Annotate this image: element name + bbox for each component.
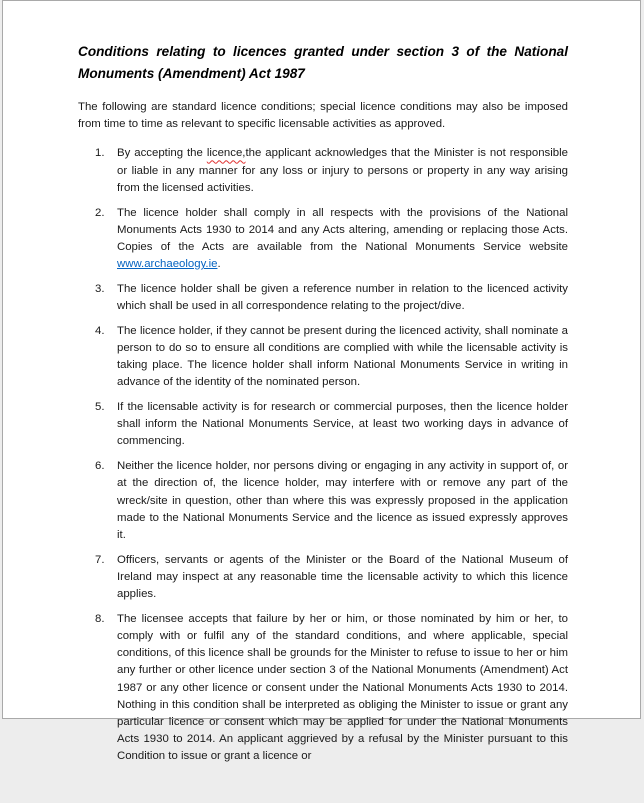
condition-number: 3.	[95, 281, 105, 298]
condition-number: 2.	[95, 205, 105, 222]
archaeology-website-link[interactable]: www.archaeology.ie	[117, 258, 217, 270]
condition-text: By accepting the	[117, 147, 207, 159]
condition-item-2	[78, 205, 568, 274]
condition-number: 6.	[95, 458, 105, 475]
condition-text: The licensee accepts that failure by her or him, or those nominated by him or her, to comply with or fulfil any of the standard conditions, and where applicable, special conditions, of this licence shall be grounds for the Minister to refuse to issue to her or him any further or other licence under section 3 of the National Monuments (Amendment) Act 1987 or any other licence or consent under the National Monuments Acts 1930 to 2014. Nothing in this condition shall be interpreted as obliging the Minister to issue or grant any particular licence or consent which may be applied for under the National Monuments Acts 1930 to 2014. An applicant aggrieved by a refusal by the Minister pursuant to this Condition to issue or grant a licence or	[117, 613, 568, 763]
condition-text: The licence holder shall comply in all respects with the provisions of the National Monuments Acts 1930 to 2014 and any Acts altering, amending or replacing those Acts. Copies of the Acts are available from the National Monuments Service website	[117, 207, 568, 253]
condition-text: Officers, servants or agents of the Minister or the Board of the National Museum of Ireland may inspect at any reasonable time the licensable activity to which this licence applies.	[117, 554, 568, 600]
condition-text: The licence holder shall be given a reference number in relation to the licenced activity which shall be used in all correspondence relating to the project/dive.	[117, 283, 568, 312]
condition-item-6	[78, 458, 568, 544]
condition-item-1	[78, 145, 568, 197]
condition-text: .	[217, 258, 220, 270]
condition-number: 1.	[95, 145, 105, 162]
document-title: Conditions relating to licences granted under section 3 of the National Monuments (Amendment) Act 1987	[78, 41, 568, 85]
intro-paragraph: The following are standard licence conditions; special licence conditions may also be imposed from time to time as relevant to specific licensable activities as approved.	[78, 99, 568, 133]
condition-number: 5.	[95, 399, 105, 416]
condition-text: The licence holder, if they cannot be present during the licenced activity, shall nominate a person to do so to ensure all conditions are complied with while the licensable activity is taking place. The licence holder shall inform National Monuments Service in writing in advance of the identity of the nominated person.	[117, 325, 568, 389]
condition-number: 7.	[95, 552, 105, 569]
condition-item-8	[78, 611, 568, 766]
spellcheck-flagged-word: licence,	[207, 147, 246, 159]
condition-text: If the licensable activity is for research or commercial purposes, then the licence holder shall inform the National Monuments Service, at least two working days in advance of commencing.	[117, 401, 568, 447]
condition-number: 8.	[95, 611, 105, 628]
condition-item-4	[78, 323, 568, 392]
condition-text: the applicant acknowledges that the Minister is not responsible or liable in any manner for any loss or injury to persons or property in any way arising from the licensed activities.	[117, 147, 568, 193]
condition-number: 4.	[95, 323, 105, 340]
document-page	[2, 0, 641, 719]
condition-item-7	[78, 552, 568, 604]
condition-item-5	[78, 399, 568, 451]
condition-text: Neither the licence holder, nor persons diving or engaging in any activity in support of, or at the direction of, the licence holder, may interfere with or remove any part of the wreck/site in question, other than where this was expressly proposed in the application made to the National Monuments Service and the licence as issued expressly approves it.	[117, 460, 568, 541]
condition-item-3	[78, 281, 568, 315]
page-content	[3, 1, 640, 803]
conditions-list	[78, 145, 568, 765]
